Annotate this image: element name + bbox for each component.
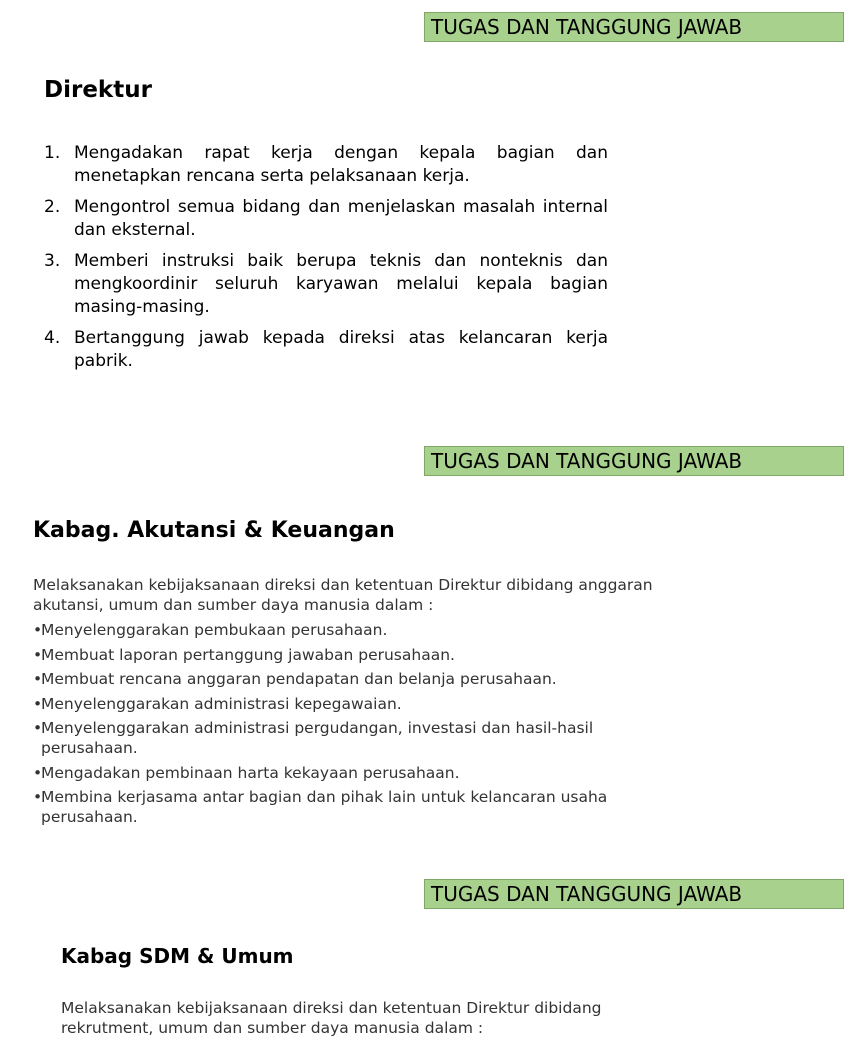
list-item — [33, 620, 673, 640]
list-item — [33, 787, 673, 827]
item-number: 2. — [44, 197, 61, 217]
item-text: Menyelenggarakan administrasi pergudangan, investasi dan hasil-hasil perusahaan. — [41, 719, 594, 757]
item-text: Membuat laporan pertanggung jawaban perusahaan. — [41, 645, 455, 664]
item-text: Membuat rencana anggaran pendapatan dan belanja perusahaan. — [41, 670, 557, 688]
section-banner-3: TUGAS DAN TANGGUNG JAWAB — [424, 879, 844, 909]
kabag-keuangan-duties-list — [33, 620, 673, 832]
list-item — [44, 142, 608, 188]
bullet-marker: • — [33, 670, 43, 688]
item-text: Bertanggung jawab kepada direksi atas kelancaran kerja pabrik. — [74, 328, 608, 371]
list-item — [33, 645, 673, 665]
direktur-duties-list — [44, 142, 608, 381]
item-text: Mengontrol semua bidang dan menjelaskan masalah internal dan eksternal. — [74, 197, 608, 240]
bullet-marker: • — [33, 763, 43, 782]
bullet-marker: • — [33, 788, 43, 806]
kabag-sdm-intro: Melaksanakan kebijaksanaan direksi dan ketentuan Direktur dibidang rekrutment, umum dan sumber daya manusia dalam : — [61, 999, 602, 1037]
item-number: 1. — [44, 143, 61, 163]
kabag-keuangan-heading: Kabag. Akutansi & Keuangan — [33, 518, 395, 543]
list-item — [44, 327, 608, 373]
list-item — [33, 694, 673, 714]
section-banner-2: TUGAS DAN TANGGUNG JAWAB — [424, 446, 844, 476]
item-number: 3. — [44, 251, 61, 271]
list-item — [33, 763, 673, 783]
list-item — [44, 196, 608, 242]
item-text: Menyelenggarakan pembukaan perusahaan. — [41, 621, 388, 639]
list-item — [33, 718, 673, 758]
bullet-marker: • — [33, 694, 43, 713]
list-item — [44, 250, 608, 319]
item-text: Membina kerjasama antar bagian dan pihak lain untuk kelancaran usaha perusahaan. — [41, 788, 608, 826]
direktur-heading: Direktur — [44, 77, 152, 103]
bullet-marker: • — [33, 719, 43, 737]
section-banner-1: TUGAS DAN TANGGUNG JAWAB — [424, 12, 844, 42]
kabag-keuangan-intro: Melaksanakan kebijaksanaan direksi dan ketentuan Direktur dibidang anggaran akutansi, umum dan sumber daya manusia dalam : — [33, 576, 653, 614]
list-item — [33, 669, 673, 689]
item-text: Mengadakan rapat kerja dengan kepala bagian dan menetapkan rencana serta pelaksanaan kerja. — [74, 143, 608, 186]
bullet-marker: • — [33, 645, 43, 664]
item-text: Menyelenggarakan administrasi kepegawaian. — [41, 694, 402, 713]
item-text: Mengadakan pembinaan harta kekayaan perusahaan. — [41, 763, 460, 782]
bullet-marker: • — [33, 621, 43, 639]
item-text: Memberi instruksi baik berupa teknis dan nonteknis dan mengkoordinir seluruh karyawan melalui kepala bagian masing-masing. — [74, 251, 608, 317]
item-number: 4. — [44, 328, 61, 348]
kabag-sdm-heading: Kabag SDM & Umum — [61, 944, 294, 968]
